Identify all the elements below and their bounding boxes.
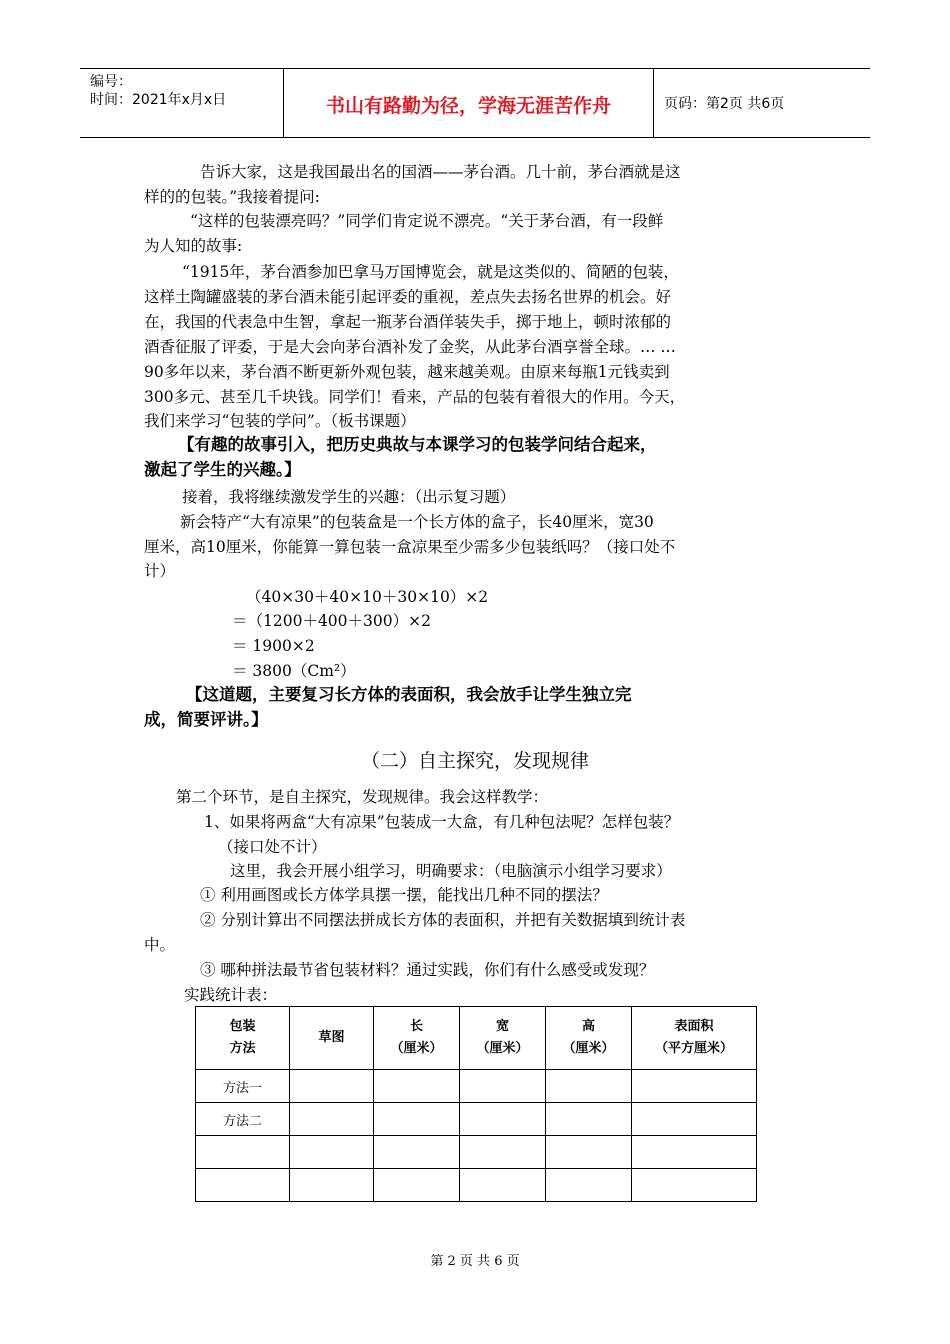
paragraph-line: 第二个环节，是自主探究，发现规律。我会这样教学：: [176, 788, 549, 806]
table-caption: 实践统计表：: [184, 986, 278, 1004]
table-cell: [460, 1103, 546, 1136]
paragraph-line: ③ 哪种拼法最节省包装材料？通过实践，你们有什么感受或发现？: [200, 961, 655, 979]
table-cell: [546, 1103, 632, 1136]
header-cell: 长 （厘米）: [374, 1007, 460, 1070]
table-cell: [374, 1136, 460, 1169]
formula-line: （40×30＋40×10＋30×10）×2: [246, 588, 489, 606]
paragraph-line: 1、如果将两盒“大有凉果”包装成一大盒，有几种包法呢？怎样包装？: [204, 813, 680, 831]
table-cell: [290, 1103, 374, 1136]
table-row: [196, 1103, 757, 1136]
comment-line: 成，简要评讲。】: [144, 710, 268, 729]
paragraph-line: 为人知的故事:: [144, 237, 243, 255]
table-row: [196, 1169, 757, 1202]
paragraph-line: （接口处不计）: [218, 838, 327, 856]
table-cell: [546, 1169, 632, 1202]
paragraph-line: 我们来学习“包装的学问”。（板书课题）: [144, 412, 416, 430]
paragraph-line: “这样的包装漂亮吗？”同学们肯定说不漂亮。“关于茅台酒，有一段鲜: [190, 212, 664, 230]
header-cell: 宽 （厘米）: [460, 1007, 546, 1070]
header-time: 时间：2021年x月x日: [90, 92, 227, 108]
table-cell: [460, 1136, 546, 1169]
paragraph-line: 接着，我将继续激发学生的兴趣：（出示复习题）: [182, 488, 516, 506]
comment-line: 【有趣的故事引入，把历史典故与本课学习的包装学问结合起来，: [178, 435, 657, 454]
paragraph-line: 在，我国的代表急中生智，拿起一瓶茅台酒佯装失手，掷于地上，顿时浓郁的: [144, 313, 672, 331]
table-cell: [374, 1169, 460, 1202]
practice-stat-table: [195, 1006, 757, 1202]
table-cell: [374, 1070, 460, 1103]
table-cell: [632, 1169, 757, 1202]
paragraph-line: 告诉大家，这是我国最出名的国酒——茅台酒。几十前，茅台酒就是这: [200, 163, 681, 181]
table-cell: [546, 1136, 632, 1169]
table-cell: [196, 1136, 290, 1169]
paragraph-line: “1915年，茅台酒参加巴拿马万国博览会，就是这类似的、简陋的包装，: [182, 263, 679, 281]
formula-line: ＝ 1900×2: [232, 637, 315, 655]
header-meta: [90, 73, 226, 109]
table-cell: [290, 1136, 374, 1169]
formula-line: ＝（1200＋400＋300）×2: [232, 612, 431, 630]
table-cell: 方法一: [196, 1070, 290, 1103]
paragraph-line: ② 分别计算出不同摆法拼成长方体的表面积，并把有关数据填到统计表: [200, 911, 686, 929]
table-cell: 方法二: [196, 1103, 290, 1136]
header-cell: 高 （厘米）: [546, 1007, 632, 1070]
table-row: [196, 1136, 757, 1169]
formula-line: ＝ 3800（Cm²）: [232, 662, 356, 680]
table-cell: [374, 1103, 460, 1136]
table-cell: [290, 1169, 374, 1202]
header-cell: 草图: [290, 1007, 374, 1070]
paragraph-line: 90多年以来，茅台酒不断更新外观包装，越来越美观。由原来每瓶1元钱卖到: [144, 363, 670, 381]
paragraph-line: 酒香征服了评委，于是大会向茅台酒补发了金奖，从此茅台酒享誉全球。… …: [144, 338, 676, 356]
table-cell: [632, 1070, 757, 1103]
table-cell: [632, 1103, 757, 1136]
paragraph-line: 中。: [144, 936, 176, 954]
table-cell: [196, 1169, 290, 1202]
table-cell: [632, 1136, 757, 1169]
paragraph-line: 计）: [144, 562, 176, 580]
paragraph-line: ① 利用画图或长方体学具摆一摆，能找出几种不同的摆法？: [200, 886, 608, 904]
header-cell: 包装 方法: [196, 1007, 290, 1070]
page-footer: 第 2 页 共 6 页: [430, 1254, 520, 1269]
section-title: （二）自主探究，发现规律: [360, 750, 589, 772]
paragraph-line: 这里，我会开展小组学习，明确要求：（电脑演示小组学习要求）: [230, 862, 672, 880]
paragraph-line: 这样土陶罐盛装的茅台酒未能引起评委的重视，差点失去扬名世界的机会。好: [144, 288, 672, 306]
table-cell: [546, 1070, 632, 1103]
paragraph-line: 厘米，高10厘米，你能算一算包装一盒凉果至少需多少包装纸吗？（接口处不: [144, 538, 676, 556]
table-cell: [460, 1169, 546, 1202]
header-page-info: 页码：第2页 共6页: [664, 96, 785, 112]
comment-line: 激起了学生的兴趣。】: [144, 460, 301, 479]
page-header: [80, 68, 870, 138]
header-motto: 书山有路勤为径，学海无涯苦作舟: [325, 95, 611, 117]
header-cell: 表面积 （平方厘米）: [632, 1007, 757, 1070]
table-cell: [460, 1070, 546, 1103]
paragraph-line: 300多元、甚至几千块钱。同学们！看来，产品的包装有着很大的作用。今天，: [144, 388, 686, 406]
comment-line: 【这道题，主要复习长方体的表面积，我会放手让学生独立完: [186, 685, 632, 704]
paragraph-line: 样的的包装。”我接着提问:: [144, 188, 320, 206]
header-number: 编号：: [90, 74, 132, 90]
paragraph-line: 新会特产“大有凉果”的包装盒是一个长方体的盒子，长40厘米，宽30: [180, 513, 654, 531]
table-row: [196, 1070, 757, 1103]
header-divider: [653, 69, 654, 137]
table-cell: [290, 1070, 374, 1103]
table-header-row: [196, 1007, 757, 1070]
